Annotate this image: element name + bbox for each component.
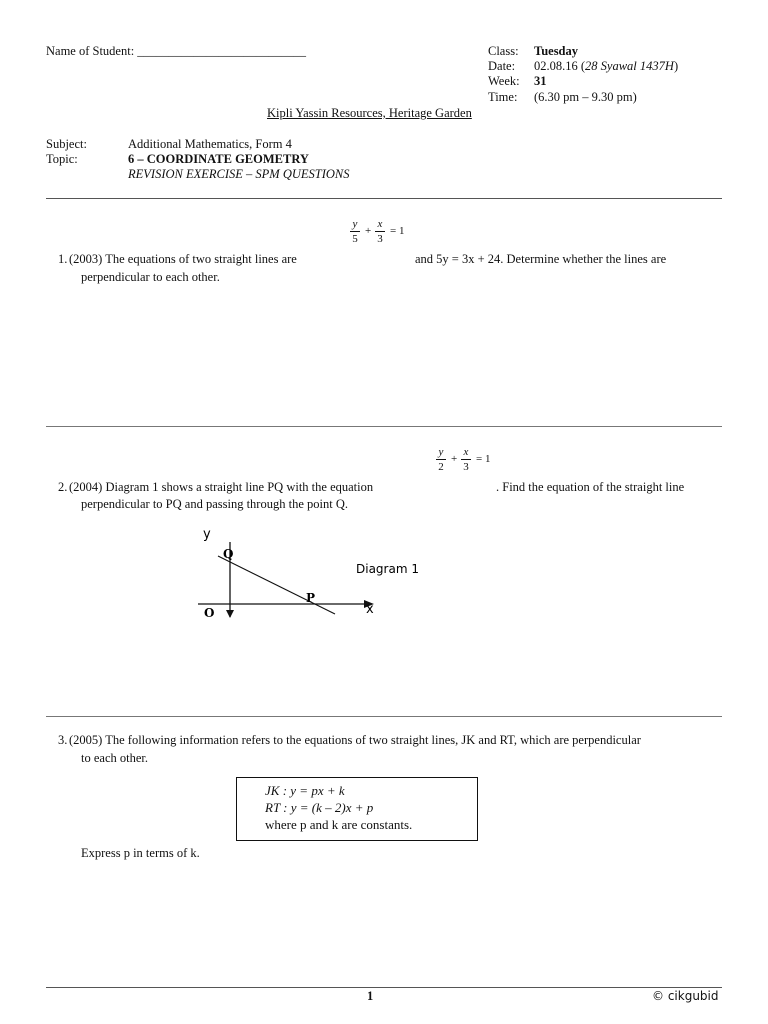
q2-text-start: (2004) Diagram 1 shows a straight line PQ with the equation — [69, 480, 374, 494]
q2-divider — [46, 716, 722, 717]
footer-divider — [46, 987, 722, 988]
q2-text-line2: perpendicular to PQ and passing through the point Q. — [81, 497, 348, 511]
q2-plus: + — [451, 453, 458, 465]
q3-text-line1: (2005) The following information refers to the equations of two straight lines, JK and RT, which are perpendicular — [69, 733, 641, 747]
q1-equals: = 1 — [390, 225, 405, 237]
header-divider — [46, 198, 722, 199]
q3-info-box — [236, 777, 478, 841]
diagram-label-q: Q — [223, 547, 234, 561]
q3-box-rt: RT : y = (k – 2)x + p — [265, 800, 374, 815]
y-axis-arrow — [226, 610, 234, 618]
q1-fraction-x: x 3 — [375, 218, 385, 245]
class-label: Class: — [488, 44, 519, 58]
student-name-label: Name of Student: ___________________________ — [46, 44, 307, 58]
q3-task: Express p in terms of k. — [81, 846, 200, 860]
date-label: Date: — [488, 59, 516, 73]
line-pq — [218, 556, 335, 614]
q1-text-start: (2003) The equations of two straight lines are — [69, 252, 297, 266]
diagram-label-y: y — [203, 527, 211, 542]
topic-label: Topic: — [46, 152, 78, 166]
q1-text-line2: perpendicular to each other. — [81, 270, 220, 284]
q2-fraction-y: y 2 — [436, 446, 446, 473]
worksheet-subtitle: REVISION EXERCISE – SPM QUESTIONS — [128, 167, 350, 181]
week-value: 31 — [534, 74, 547, 88]
class-value: Tuesday — [534, 44, 579, 58]
q1-fraction-y: y 5 — [350, 218, 360, 245]
resources-title: Kipli Yassin Resources, Heritage Garden — [267, 106, 472, 120]
q1-number: 1. — [58, 252, 68, 266]
time-value: (6.30 pm – 9.30 pm) — [534, 90, 637, 104]
q2-equals: = 1 — [476, 453, 491, 465]
diagram-1 — [190, 522, 440, 632]
q3-number: 3. — [58, 733, 68, 747]
page-number: 1 — [367, 989, 374, 1003]
q2-text-end: . Find the equation of the straight line — [496, 480, 685, 494]
diagram-label-x: x — [366, 602, 374, 617]
date-value: 02.08.16 (28 Syawal 1437H) — [534, 59, 679, 73]
q3-text-line2: to each other. — [81, 751, 148, 765]
subject-value: Additional Mathematics, Form 4 — [128, 137, 292, 151]
q1-divider — [46, 426, 722, 427]
q2-number: 2. — [58, 480, 68, 494]
diagram-caption: Diagram 1 — [356, 562, 419, 576]
diagram-label-o: O — [204, 606, 215, 620]
q2-fraction-x: x 3 — [461, 446, 471, 473]
q3-box-note: where p and k are constants. — [265, 817, 413, 832]
q1-text-end: and 5y = 3x + 24. Determine whether the lines are — [415, 252, 667, 266]
topic-value: 6 – COORDINATE GEOMETRY — [128, 152, 309, 166]
time-label: Time: — [488, 90, 518, 104]
date-hijri: 28 Syawal 1437H — [585, 59, 674, 73]
week-label: Week: — [488, 74, 520, 88]
diagram-label-p: P — [306, 591, 316, 605]
q3-box-jk: JK : y = px + k — [265, 783, 345, 798]
copyright: © cikgubid — [652, 989, 719, 1003]
subject-label: Subject: — [46, 137, 87, 151]
q1-plus: + — [365, 225, 372, 237]
